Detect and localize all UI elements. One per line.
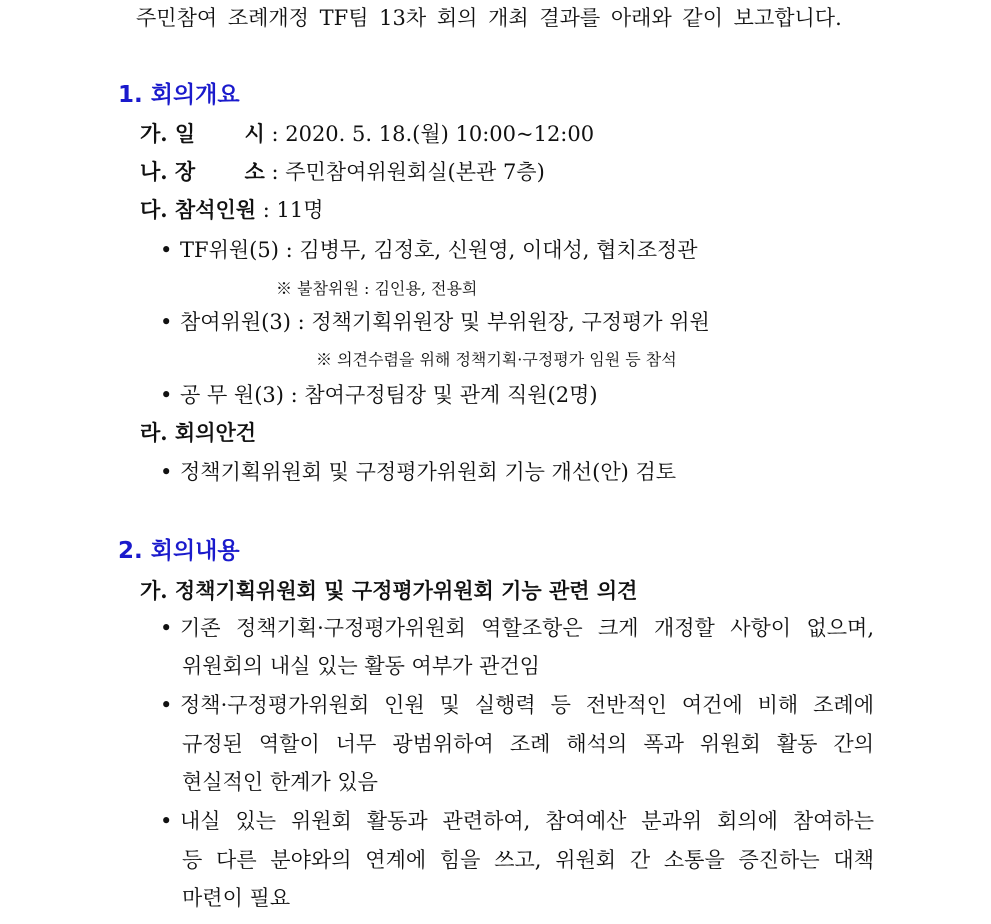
attendee-group-text: 공 무 원(3) : 참여구정팀장 및 관계 직원(2명) <box>180 383 598 407</box>
attendee-group-text: TF위원(5) : 김병무, 김정호, 신원영, 이대성, 협치조정관 <box>180 238 698 262</box>
item-place <box>140 157 545 187</box>
intro-text: 주민참여 조례개정 TF팀 13차 회의 개최 결과를 아래와 같이 보고합니다. <box>136 6 842 30</box>
bullet-icon: • <box>160 460 173 484</box>
item-place-label: 나. 장 소 <box>140 159 265 184</box>
item-place-value: : 주민참여위원회실(본관 7층) <box>264 160 545 184</box>
section-2-title: 2. 회의내용 <box>118 538 240 564</box>
opinion-2-line-3: 현실적인 한계가 있음 <box>182 770 378 794</box>
attendee-group-text: 참여위원(3) : 정책기획위원장 및 부위원장, 구정평가 위원 <box>180 310 710 334</box>
bullet-icon: • <box>160 616 173 640</box>
opinion-text: 내실 있는 위원회 활동과 관련하여, 참여예산 분과위 회의에 참여하는 <box>180 809 874 833</box>
opinion-3-line-2: 등 다른 분야와의 연계에 힘을 쓰고, 위원회 간 소통을 증진하는 대책 <box>182 848 874 872</box>
opinion-3-line-1 <box>160 806 874 836</box>
bullet-icon: • <box>160 238 173 262</box>
item-date <box>140 119 594 149</box>
opinion-text: 정책·구정평가위원회 인원 및 실행력 등 전반적인 여건에 비해 조례에 <box>180 693 874 717</box>
item-date-value: : 2020. 5. 18.(월) 10:00~12:00 <box>264 122 595 146</box>
opinion-text: 기존 정책기획·구정평가위원회 역할조항은 크게 개정할 사항이 없으며, <box>180 616 874 640</box>
bullet-icon: • <box>160 809 173 833</box>
item-attendees-label: 다. 참석인원 <box>140 197 257 222</box>
item-attendees-value: : 11명 <box>256 198 324 222</box>
subsection-label: 가. 정책기획위원회 및 구정평가위원회 기능 관련 의견 <box>140 578 638 603</box>
opinion-3-line-3: 마련이 필요 <box>182 886 291 910</box>
item-attendees <box>140 195 324 225</box>
attendee-note-absent: ※ 불참위원 : 김인용, 전용희 <box>276 279 478 298</box>
agenda-item-text: 정책기획위원회 및 구정평가위원회 기능 개선(안) 검토 <box>180 460 677 484</box>
opinion-1-line-2: 위원회의 내실 있는 활동 여부가 관건임 <box>182 654 540 678</box>
opinion-1-line-1 <box>160 613 874 643</box>
attendee-note-opinion: ※ 의견수렴을 위해 정책기획·구정평가 임원 등 참석 <box>316 350 677 369</box>
bullet-icon: • <box>160 383 173 407</box>
bullet-icon: • <box>160 310 173 334</box>
bullet-icon: • <box>160 693 173 717</box>
agenda-item <box>160 457 676 487</box>
opinion-2-line-2: 규정된 역할이 너무 광범위하여 조례 해석의 폭과 위원회 활동 간의 <box>182 732 874 756</box>
attendee-group-participants <box>160 307 710 337</box>
item-date-label: 가. 일 시 <box>140 121 265 146</box>
opinion-2-line-1 <box>160 690 874 720</box>
attendee-group-officials <box>160 380 598 410</box>
section-1-title: 1. 회의개요 <box>118 82 240 108</box>
attendee-group-tf <box>160 235 698 265</box>
agenda-label: 라. 회의안건 <box>140 420 257 445</box>
